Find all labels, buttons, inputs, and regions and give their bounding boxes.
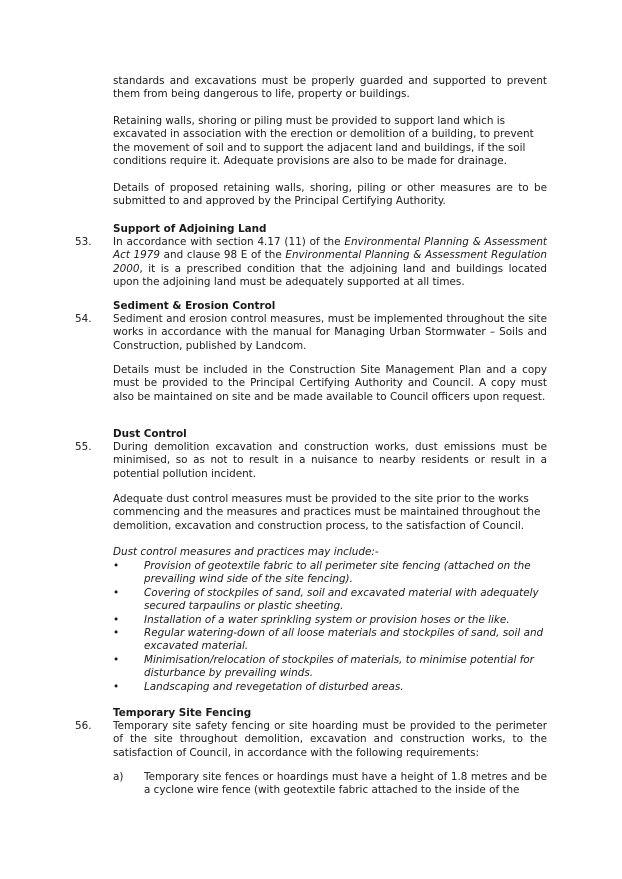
- paragraph-condition-56: Temporary site safety fencing or site hoarding must be provided to the perimeter of the site throughout demolition, excavation and construction works, to the satisfaction of Council, in accordance with the following requirements:: [113, 720, 547, 759]
- heading-dust-control: Dust Control: [113, 428, 187, 440]
- paragraph-condition-53: [113, 236, 547, 290]
- list-item: • Installation of a water sprinkling system or provision hoses or the like.: [113, 613, 510, 626]
- act-reference: Environmental Planning & Assessment Act 1979: [113, 236, 547, 262]
- condition-number-55: 55.: [75, 441, 92, 453]
- text-segment: In accordance with section 4.17 (11) of the: [113, 236, 345, 248]
- paragraph-condition-54: Sediment and erosion control measures, must be implemented throughout the site works in accordance with the manual for Managing Urban Stormwater – Soils and Construction, published by Landcom.: [113, 313, 547, 352]
- heading-temporary-site-fencing: Temporary Site Fencing: [113, 707, 252, 719]
- list-item: • Minimisation/relocation of stockpiles of materials, to minimise potential for disturbance by prevailing winds.: [113, 653, 534, 680]
- paragraph-retaining-walls: Retaining walls, shoring or piling must be provided to support land which is excavated in association with the erection or demolition of a building, to prevent the movement of soil and to support the adjacent land and buildings, if the soil conditions require it. Adequate provisions are also to be made for drainage.: [113, 115, 534, 168]
- text-segment: and clause 98 E of the: [160, 249, 286, 262]
- list-item: • Covering of stockpiles of sand, soil and excavated material with adequately secured tarpaulins or plastic sheeting.: [113, 586, 539, 613]
- bullet-marker: •: [113, 627, 120, 640]
- text-segment: , it is a prescribed condition that the adjoining land and buildings located upon the adjoining land must be adequately supported at all times.: [113, 262, 547, 289]
- requirement-label: a): [113, 771, 124, 783]
- heading-sediment-erosion-control: Sediment & Erosion Control: [113, 300, 276, 312]
- dust-measures-intro: Dust control measures and practices may include:-: [113, 546, 379, 558]
- paragraph-excavation-standards: standards and excavations must be properly guarded and supported to prevent them from being dangerous to life, property or buildings.: [113, 75, 547, 101]
- paragraph-dust-measures: Adequate dust control measures must be provided to the site prior to the works commencing and the measures and practices must be maintained throughout the demolition, excavation and construction process, to the satisfaction of Council.: [113, 493, 541, 532]
- paragraph-retaining-details: Details of proposed retaining walls, shoring, piling or other measures are to be submitted to and approved by the Principal Certifying Authority.: [113, 182, 547, 208]
- paragraph-construction-site-plan: Details must be included in the Construction Site Management Plan and a copy must be provided to the Principal Certifying Authority and Council. A copy must also be maintained on site and be made available to Council officers upon request.: [113, 364, 547, 403]
- regulation-reference: Environmental Planning & Assessment Regulation 2000: [113, 249, 547, 275]
- list-item: • Provision of geotextile fabric to all perimeter site fencing (attached on the prevailing wind side of the site fencing).: [113, 560, 531, 586]
- requirement-text: Temporary site fences or hoardings must have a height of 1.8 metres and be a cyclone wire fence (with geotextile fabric attached to the inside of the: [144, 771, 547, 797]
- list-item: • Landscaping and revegetation of disturbed areas.: [113, 680, 404, 693]
- bullet-marker: •: [113, 586, 120, 599]
- dust-measures-list: [113, 560, 547, 694]
- condition-number-53: 53.: [75, 236, 92, 248]
- bullet-marker: •: [113, 653, 120, 666]
- bullet-marker: •: [113, 680, 120, 693]
- heading-support-adjoining-land: Support of Adjoining Land: [113, 223, 267, 235]
- requirement-a: [113, 771, 547, 798]
- list-item: • Regular watering-down of all loose materials and stockpiles of sand, soil and excavated material.: [113, 627, 544, 653]
- condition-number-54: 54.: [75, 313, 92, 325]
- paragraph-condition-55: During demolition excavation and construction works, dust emissions must be minimised, so as not to result in a nuisance to nearby residents or result in a potential pollution incident.: [113, 441, 547, 480]
- bullet-marker: •: [113, 613, 120, 626]
- condition-number-56: 56.: [75, 720, 92, 732]
- bullet-marker: •: [113, 560, 120, 572]
